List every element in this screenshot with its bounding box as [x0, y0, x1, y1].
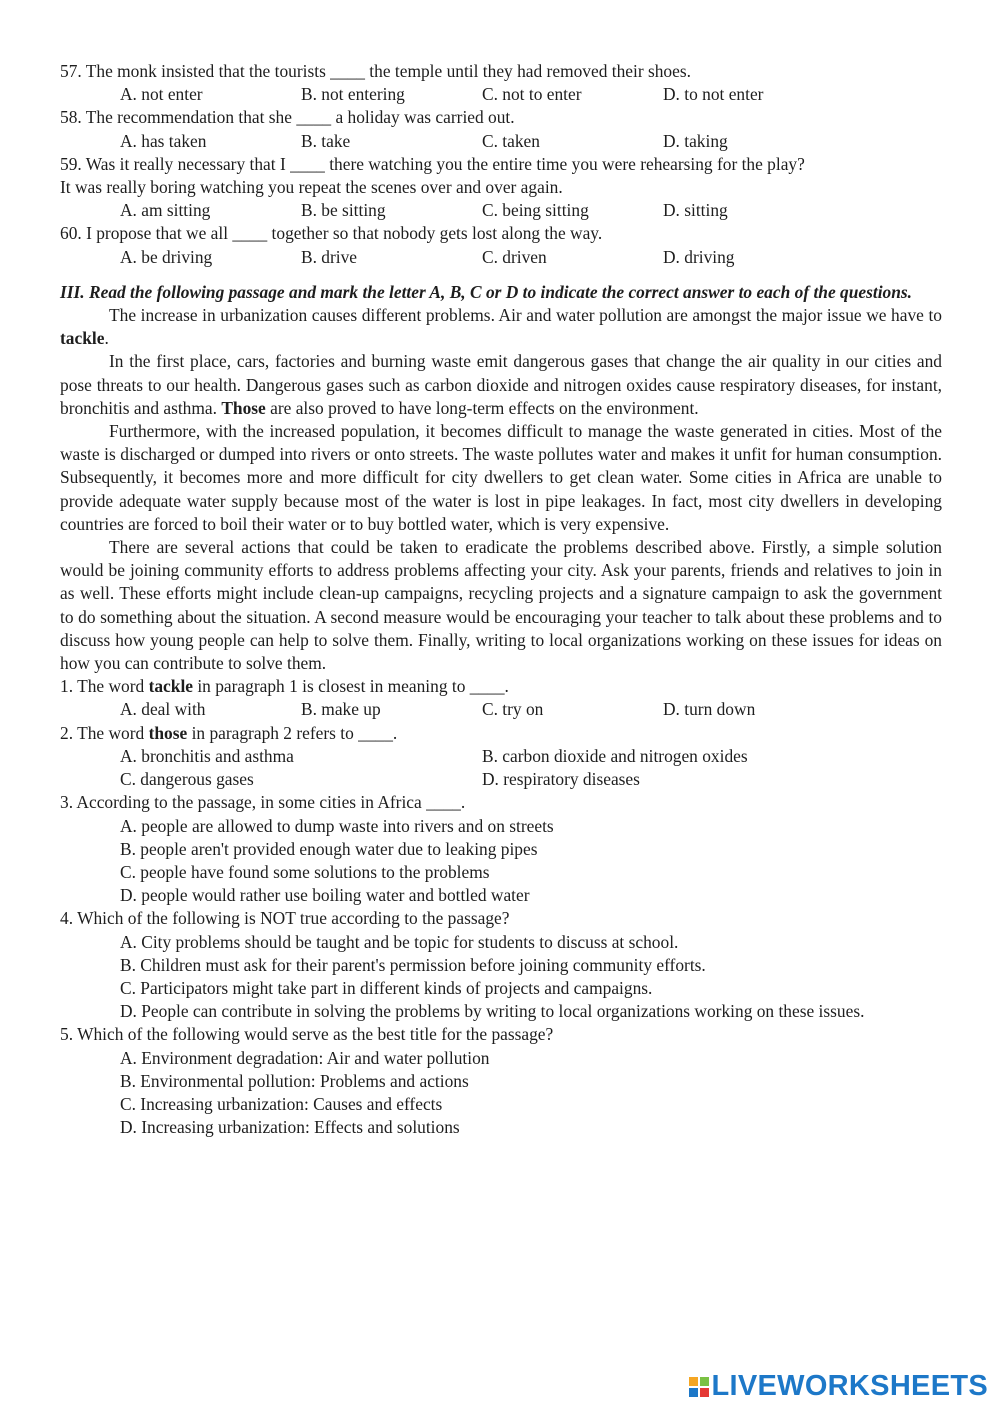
liveworksheets-brand-text: LIVEWORKSHEETS — [711, 1370, 988, 1402]
question-2: 2. The word those in paragraph 2 refers to ____. — [60, 722, 398, 743]
option-4-a[interactable]: A. City problems should be taught and be topic for students to discuss at school. — [120, 931, 679, 952]
option-3-a[interactable]: A. people are allowed to dump waste into rivers and on streets — [120, 815, 554, 836]
option-58-b[interactable]: B. take — [301, 130, 351, 151]
option-4-b[interactable]: B. Children must ask for their parent's permission before joining community efforts. — [120, 954, 706, 975]
option-3-b[interactable]: B. people aren't provided enough water due to leaking pipes — [120, 838, 538, 859]
logo-square-2 — [700, 1377, 709, 1386]
options-57 — [60, 83, 942, 106]
logo-square-4 — [700, 1388, 709, 1397]
option-5-b[interactable]: B. Environmental pollution: Problems and actions — [120, 1070, 469, 1091]
question-59: 59. Was it really necessary that I ____ there watching you the entire time you were rehearsing for the play? — [60, 153, 805, 174]
options-2-row-1 — [60, 745, 942, 768]
worksheet-page — [60, 60, 942, 1139]
option-60-d[interactable]: D. driving — [663, 246, 735, 267]
options-58 — [60, 130, 942, 153]
options-1 — [60, 698, 942, 721]
option-60-b[interactable]: B. drive — [301, 246, 358, 267]
options-59 — [60, 199, 942, 222]
question-3: 3. According to the passage, in some cities in Africa ____. — [60, 792, 466, 813]
option-59-b[interactable]: B. be sitting — [301, 200, 386, 221]
option-4-d[interactable]: D. People can contribute in solving the problems by writing to local organizations working on these issues. — [120, 1001, 865, 1022]
question-57: 57. The monk insisted that the tourists ____ the temple until they had removed their shoes. — [60, 61, 691, 81]
question-5: 5. Which of the following would serve as the best title for the passage? — [60, 1024, 554, 1045]
option-57-a[interactable]: A. not enter — [120, 84, 203, 105]
option-1-a[interactable]: A. deal with — [120, 699, 206, 720]
passage-paragraph-2: In the first place, cars, factories and burning waste emit dangerous gases that change the air quality in our cities and pose threats to our health. Dangerous gases such as carbon dioxide and nitrogen oxides cause respiratory diseases, for instant, bronchitis and asthma. Those are also proved to have long-term effects on the environment. — [60, 351, 942, 418]
passage-paragraph-4: There are several actions that could be taken to eradicate the problems described above. Firstly, a simple solution would be joining community efforts to address problems affecting your city. Ask your parents, friends and relatives to join in as well. These efforts might include clean-up campaigns, recycling projects and a signature campaign to ask the government to do something about the situation. A second measure would be encouraging your teacher to talk about these problems and to discuss how young people can help to solve them. Finally, writing to local organizations working on these issues for ideas on how you can contribute to solve them. — [60, 537, 942, 674]
option-3-c[interactable]: C. people have found some solutions to the problems — [120, 861, 490, 882]
option-2-d[interactable]: D. respiratory diseases — [482, 769, 640, 790]
section-title: III. Read the following passage and mark the letter A, B, C or D to indicate the correct answer to each of the questions. — [60, 281, 913, 302]
option-3-d[interactable]: D. people would rather use boiling water and bottled water — [120, 885, 530, 906]
options-2-row-2 — [60, 768, 942, 791]
question-58: 58. The recommendation that she ____ a holiday was carried out. — [60, 107, 515, 128]
option-1-d[interactable]: D. turn down — [663, 699, 756, 720]
option-1-b[interactable]: B. make up — [301, 699, 381, 720]
passage-paragraph-1: The increase in urbanization causes different problems. Air and water pollution are amongst the major issue we have to tackle. — [60, 305, 942, 349]
option-5-a[interactable]: A. Environment degradation: Air and water pollution — [120, 1047, 490, 1068]
passage-paragraph-3: Furthermore, with the increased population, it becomes difficult to manage the waste generated in cities. Most of the waste is discharged or dumped into rivers or onto streets. The waste pollutes water and makes it unfit for human consumption. Subsequently, it becomes more and more difficult for city dwellers to get clean water. Some cities in Africa are unable to provide adequate water supply because most of the water is lost in pipe leakages. In fact, most city dwellers in developing countries are forced to boil their water or to buy bottled water, which is very expensive. — [60, 421, 942, 534]
keyword-those: Those — [221, 397, 266, 418]
logo-square-1 — [689, 1377, 698, 1386]
question-60: 60. I propose that we all ____ together so that nobody gets lost along the way. — [60, 223, 603, 244]
option-5-d[interactable]: D. Increasing urbanization: Effects and solutions — [120, 1117, 460, 1138]
option-60-a[interactable]: A. be driving — [120, 246, 213, 267]
option-57-c[interactable]: C. not to enter — [482, 84, 582, 105]
option-59-c[interactable]: C. being sitting — [482, 200, 589, 221]
question-59-continued: It was really boring watching you repeat the scenes over and over again. — [60, 177, 563, 198]
option-58-d[interactable]: D. taking — [663, 130, 728, 151]
option-58-c[interactable]: C. taken — [482, 130, 540, 151]
options-60 — [60, 246, 942, 269]
option-58-a[interactable]: A. has taken — [120, 130, 207, 151]
liveworksheets-logo-icon — [689, 1377, 709, 1397]
question-4: 4. Which of the following is NOT true according to the passage? — [60, 908, 510, 929]
option-4-c[interactable]: C. Participators might take part in different kinds of projects and campaigns. — [120, 977, 653, 998]
keyword-tackle: tackle — [60, 328, 105, 349]
question-1: 1. The word tackle in paragraph 1 is closest in meaning to ____. — [60, 676, 509, 697]
option-57-d[interactable]: D. to not enter — [663, 84, 764, 105]
option-59-a[interactable]: A. am sitting — [120, 200, 211, 221]
option-60-c[interactable]: C. driven — [482, 246, 547, 267]
option-57-b[interactable]: B. not entering — [301, 84, 405, 105]
logo-square-3 — [689, 1388, 698, 1397]
option-59-d[interactable]: D. sitting — [663, 200, 728, 221]
option-2-c[interactable]: C. dangerous gases — [120, 769, 254, 790]
option-1-c[interactable]: C. try on — [482, 699, 544, 720]
liveworksheets-footer[interactable] — [689, 1370, 989, 1403]
option-2-a[interactable]: A. bronchitis and asthma — [120, 745, 294, 766]
option-2-b[interactable]: B. carbon dioxide and nitrogen oxides — [482, 745, 748, 766]
option-5-c[interactable]: C. Increasing urbanization: Causes and effects — [120, 1093, 443, 1114]
